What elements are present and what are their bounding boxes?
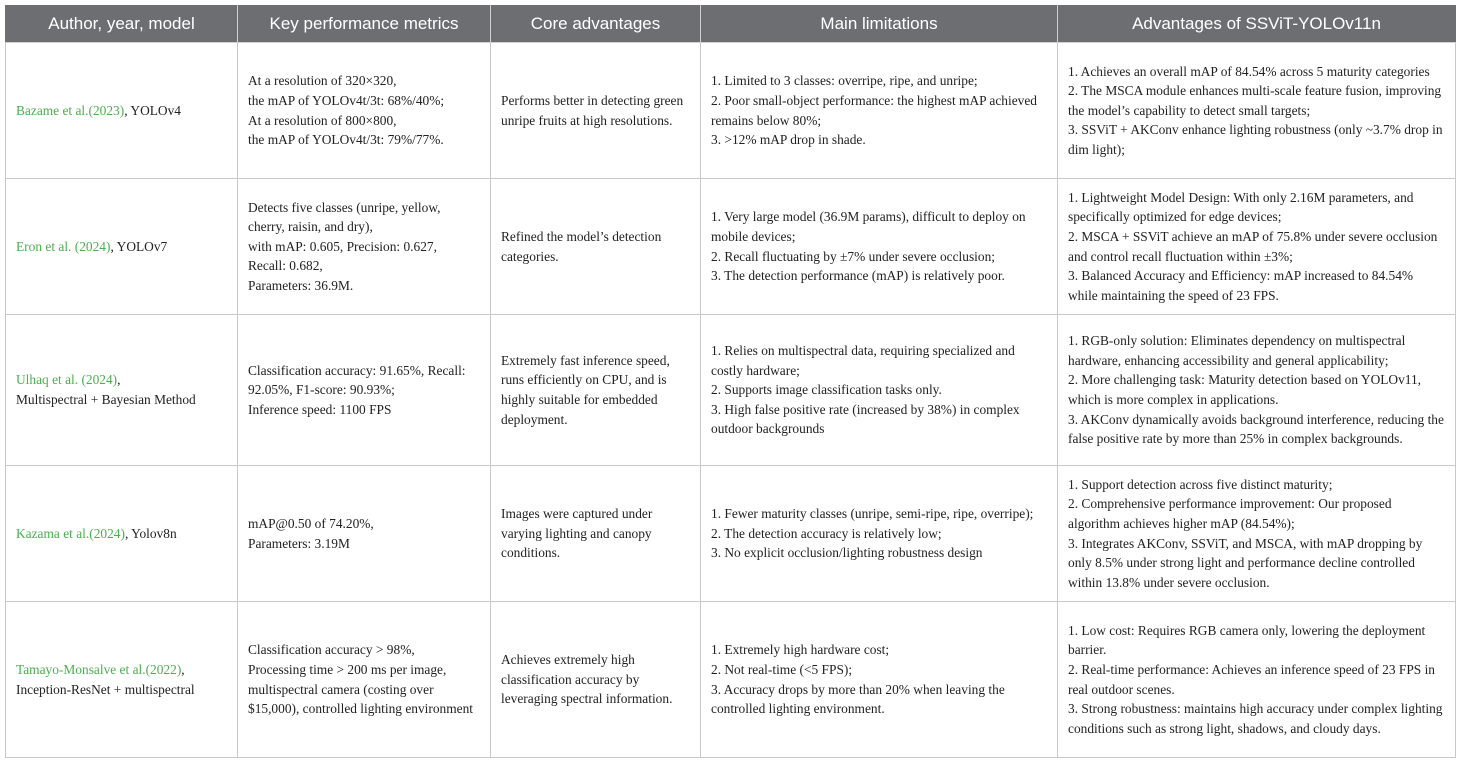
ours-advantages-line: 2. MSCA + SSViT achieve an mAP of 75.8% under severe occlusion and control recall fluctuation within ±3%; (1068, 228, 1438, 264)
metrics-line: Parameters: 36.9M. (248, 277, 354, 293)
metrics-line: Classification accuracy > 98%, (248, 642, 415, 658)
author-cell (6, 315, 238, 466)
ours-advantages-line: 1. RGB-only solution: Eliminates dependency on multispectral hardware, enhancing accessibility and general applicability; (1068, 333, 1406, 368)
advantages-cell: Images were captured under varying lighting and canopy conditions. (491, 466, 701, 602)
limitations-cell (701, 179, 1058, 315)
header-row (6, 5, 1456, 43)
ours-advantages-line: 3. Integrates AKConv, SSViT, and MSCA, with mAP dropping by only 8.5% under strong light and performance decline controlled within 13.8% under severe occlusion. (1068, 535, 1423, 590)
limitations-line: 1. Very large model (36.9M params), difficult to deploy on mobile devices; (711, 209, 1026, 244)
metrics-line: Recall: 0.682, (248, 258, 323, 274)
table-row (6, 315, 1456, 466)
metrics-line: Processing time > 200 ms per image, multispectral camera (costing over $15,000), controlled lighting environment (248, 661, 473, 717)
limitations-line: 2. Supports image classification tasks only. (711, 382, 942, 398)
header-limitations: Main limitations (701, 5, 1058, 43)
advantages-cell: Achieves extremely high classification accuracy by leveraging spectral information. (491, 602, 701, 758)
author-cell (6, 43, 238, 179)
limitations-cell (701, 315, 1058, 466)
comparison-table (5, 5, 1456, 758)
author-model: , YOLOv7 (110, 238, 168, 254)
limitations-cell (701, 43, 1058, 179)
header-advantages: Core advantages (491, 5, 701, 43)
limitations-line: 3. >12% mAP drop in shade. (711, 132, 866, 148)
author-cell (6, 602, 238, 758)
metrics-line: mAP@0.50 of 74.20%, (248, 515, 374, 531)
ours-advantages-line: 1. Support detection across five distinct maturity; (1068, 476, 1333, 492)
metrics-line: Classification accuracy: 91.65%, Recall: 92.05%, F1-score: 90.93%; (248, 362, 466, 398)
limitations-line: 3. No explicit occlusion/lighting robustness design (711, 545, 983, 561)
limitations-line: 1. Extremely high hardware cost; (711, 642, 890, 658)
limitations-line: 1. Limited to 3 classes: overripe, ripe, and unripe; (711, 73, 978, 89)
limitations-line: 1. Fewer maturity classes (unripe, semi-ripe, ripe, overripe); (711, 506, 1034, 522)
author-model: , YOLOv4 (124, 102, 181, 118)
advantages-cell: Extremely fast inference speed, runs efficiently on CPU, and is highly suitable for embedded deployment. (491, 315, 701, 466)
limitations-line: 2. Poor small-object performance: the highest mAP achieved remains below 80%; (711, 92, 1037, 128)
limitations-line: 2. The detection accuracy is relatively low; (711, 525, 942, 541)
ours-advantages-line: 2. More challenging task: Maturity detection based on YOLOv11, which is more complex in applications. (1068, 372, 1422, 407)
ours-advantages-line: 1. Achieves an overall mAP of 84.54% across 5 maturity categories (1068, 63, 1430, 79)
ours-advantages-cell (1058, 43, 1456, 179)
metrics-line: the mAP of YOLOv4t/3t: 68%/40%; (248, 92, 445, 108)
ours-advantages-line: 3. Strong robustness: maintains high accuracy under complex lighting conditions such as strong light, shadows, and cloudy days. (1068, 701, 1443, 736)
metrics-cell (238, 466, 491, 602)
ours-advantages-line: 3. Balanced Accuracy and Efficiency: mAP increased to 84.54% while maintaining the speed of 23 FPS. (1068, 268, 1414, 303)
author-model: , Yolov8n (124, 525, 177, 541)
ours-advantages-line: 2. The MSCA module enhances multi-scale feature fusion, improving the model’s capability to detect small targets; (1068, 83, 1442, 118)
limitations-cell (701, 466, 1058, 602)
metrics-cell (238, 315, 491, 466)
metrics-cell (238, 602, 491, 758)
author-model: , (181, 661, 185, 677)
advantages-cell: Performs better in detecting green unripe fruits at high resolutions. (491, 43, 701, 179)
limitations-cell (701, 602, 1058, 758)
ours-advantages-line: 1. Lightweight Model Design: With only 2.16M parameters, and specifically optimized for edge devices; (1068, 189, 1414, 225)
table-row (6, 179, 1456, 315)
author-cell (6, 466, 238, 602)
limitations-line: 3. High false positive rate (increased by 38%) in complex outdoor backgrounds (711, 401, 1020, 437)
header-author: Author, year, model (6, 5, 238, 43)
metrics-line: At a resolution of 320×320, (248, 73, 397, 89)
author-model: , (117, 372, 121, 388)
author-link[interactable]: Eron et al. (2024) (16, 238, 111, 254)
author-cell (6, 179, 238, 315)
limitations-line: 2. Recall fluctuating by ±7% under severe occlusion; (711, 248, 996, 264)
ours-advantages-line: 2. Real-time performance: Achieves an inference speed of 23 FPS in real outdoor scenes. (1068, 661, 1436, 697)
ours-advantages-cell (1058, 315, 1456, 466)
limitations-line: 3. Accuracy drops by more than 20% when leaving the controlled lighting environment. (711, 681, 1005, 717)
metrics-line: Parameters: 3.19M (248, 535, 350, 551)
header-ours: Advantages of SSViT-YOLOv11n (1058, 5, 1456, 43)
header-metrics: Key performance metrics (238, 5, 491, 43)
metrics-line: Inference speed: 1100 FPS (248, 401, 392, 417)
metrics-line: Detects five classes (unripe, yellow, cherry, raisin, and dry), (248, 199, 441, 235)
metrics-cell (238, 179, 491, 315)
ours-advantages-line: 3. AKConv dynamically avoids background interference, reducing the false positive rate by more than 25% in complex backgrounds. (1068, 411, 1444, 447)
table-row (6, 466, 1456, 602)
author-link[interactable]: Kazama et al.(2024) (16, 525, 125, 541)
ours-advantages-cell (1058, 179, 1456, 315)
metrics-line: with mAP: 0.605, Precision: 0.627, (248, 238, 437, 254)
limitations-line: 2. Not real-time (<5 FPS); (711, 661, 853, 677)
ours-advantages-cell (1058, 602, 1456, 758)
ours-advantages-line: 3. SSViT + AKConv enhance lighting robustness (only ~3.7% drop in dim light); (1068, 122, 1443, 157)
author-model-line2: Inception-ResNet + multispectral (16, 681, 195, 697)
ours-advantages-line: 2. Comprehensive performance improvement: Our proposed algorithm achieves higher mAP (84.54%); (1068, 496, 1392, 531)
metrics-line: At a resolution of 800×800, (248, 112, 397, 128)
author-link[interactable]: Bazame et al.(2023) (16, 102, 125, 118)
limitations-line: 3. The detection performance (mAP) is relatively poor. (711, 268, 1005, 284)
metrics-line: the mAP of YOLOv4t/3t: 79%/77%. (248, 132, 444, 148)
ours-advantages-line: 1. Low cost: Requires RGB camera only, lowering the deployment barrier. (1068, 622, 1426, 658)
ours-advantages-cell (1058, 466, 1456, 602)
author-model-line2: Multispectral + Bayesian Method (16, 392, 196, 407)
table-row (6, 43, 1456, 179)
author-link[interactable]: Tamayo-Monsalve et al.(2022) (16, 661, 182, 677)
table-row (6, 602, 1456, 758)
limitations-line: 1. Relies on multispectral data, requiring specialized and costly hardware; (711, 343, 1015, 378)
author-link[interactable]: Ulhaq et al. (2024) (16, 372, 118, 388)
advantages-cell: Refined the model’s detection categories. (491, 179, 701, 315)
metrics-cell (238, 43, 491, 179)
